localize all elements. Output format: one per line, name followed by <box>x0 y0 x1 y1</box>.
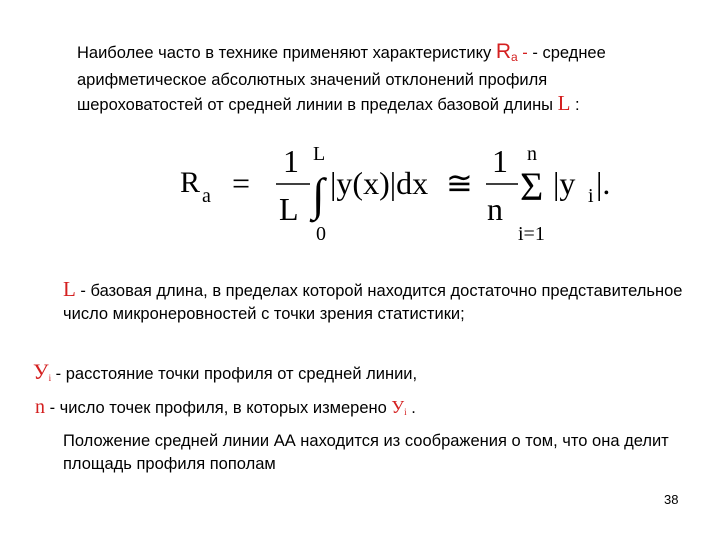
integral-lower-limit: 0 <box>316 223 326 245</box>
sum-term: |y <box>553 165 576 201</box>
definition-n <box>35 396 675 424</box>
ra-subscript: а <box>511 50 518 64</box>
integral-upper-limit: L <box>313 143 326 165</box>
formula-sub-a: a <box>202 185 211 207</box>
def-L-text: - базовая длина, в пределах которой находится достаточно представительное число микронеровностей с точки зрения статистики; <box>63 282 683 323</box>
formula-one: 1 <box>283 143 299 179</box>
definition-L <box>63 278 683 326</box>
page-number: 38 <box>664 492 679 507</box>
def-n-y-sub: i <box>404 407 407 417</box>
ra-formula <box>180 140 640 250</box>
formula-one-2: 1 <box>492 143 508 179</box>
ra-dash: - <box>517 44 528 62</box>
def-n-text: - число точек профиля, в которых измерено <box>45 399 392 417</box>
def-y-sub: i <box>48 373 52 383</box>
def-y-text: - расстояние точки профиля от средней линии, <box>51 365 418 383</box>
sum-lower-limit: i=1 <box>518 223 545 245</box>
intro-colon: : <box>570 96 580 114</box>
def-n-symbol: n <box>35 396 45 418</box>
formula-R: R <box>180 166 201 199</box>
sum-term-end: |. <box>596 165 611 201</box>
definition-y <box>33 360 673 390</box>
sum-upper-limit: n <box>527 143 537 165</box>
conclusion-paragraph: Положение средней линии АА находится из соображения о том, что она делит площадь профиля пополам <box>63 432 669 473</box>
formula-L-denominator: L <box>279 191 299 227</box>
def-n-y-symbol: У <box>391 397 405 417</box>
L-symbol: L <box>557 91 571 115</box>
intro-text-before: Наиболее часто в технике применяют характеристику <box>77 44 496 62</box>
formula-equals: = <box>232 165 251 201</box>
sum-term-sub: i <box>588 185 594 207</box>
def-L-symbol: L <box>63 277 76 301</box>
formula-n-denominator: n <box>487 191 503 227</box>
ra-letter: R <box>495 40 511 63</box>
intro-paragraph <box>77 40 677 117</box>
sum-sign: Σ <box>520 164 544 209</box>
def-n-end: . <box>406 399 416 417</box>
integral-sign: ∫ <box>312 169 325 220</box>
ra-symbol <box>496 40 518 63</box>
integrand: |y(x)|dx <box>330 165 429 201</box>
intro-text-after: - среднее арифметическое абсолютных значений отклонений профиля шероховатостей от средней линии в пределах базовой длины <box>77 44 606 114</box>
def-y-symbol: У <box>33 359 49 384</box>
approx-sign: ≅ <box>446 165 473 201</box>
